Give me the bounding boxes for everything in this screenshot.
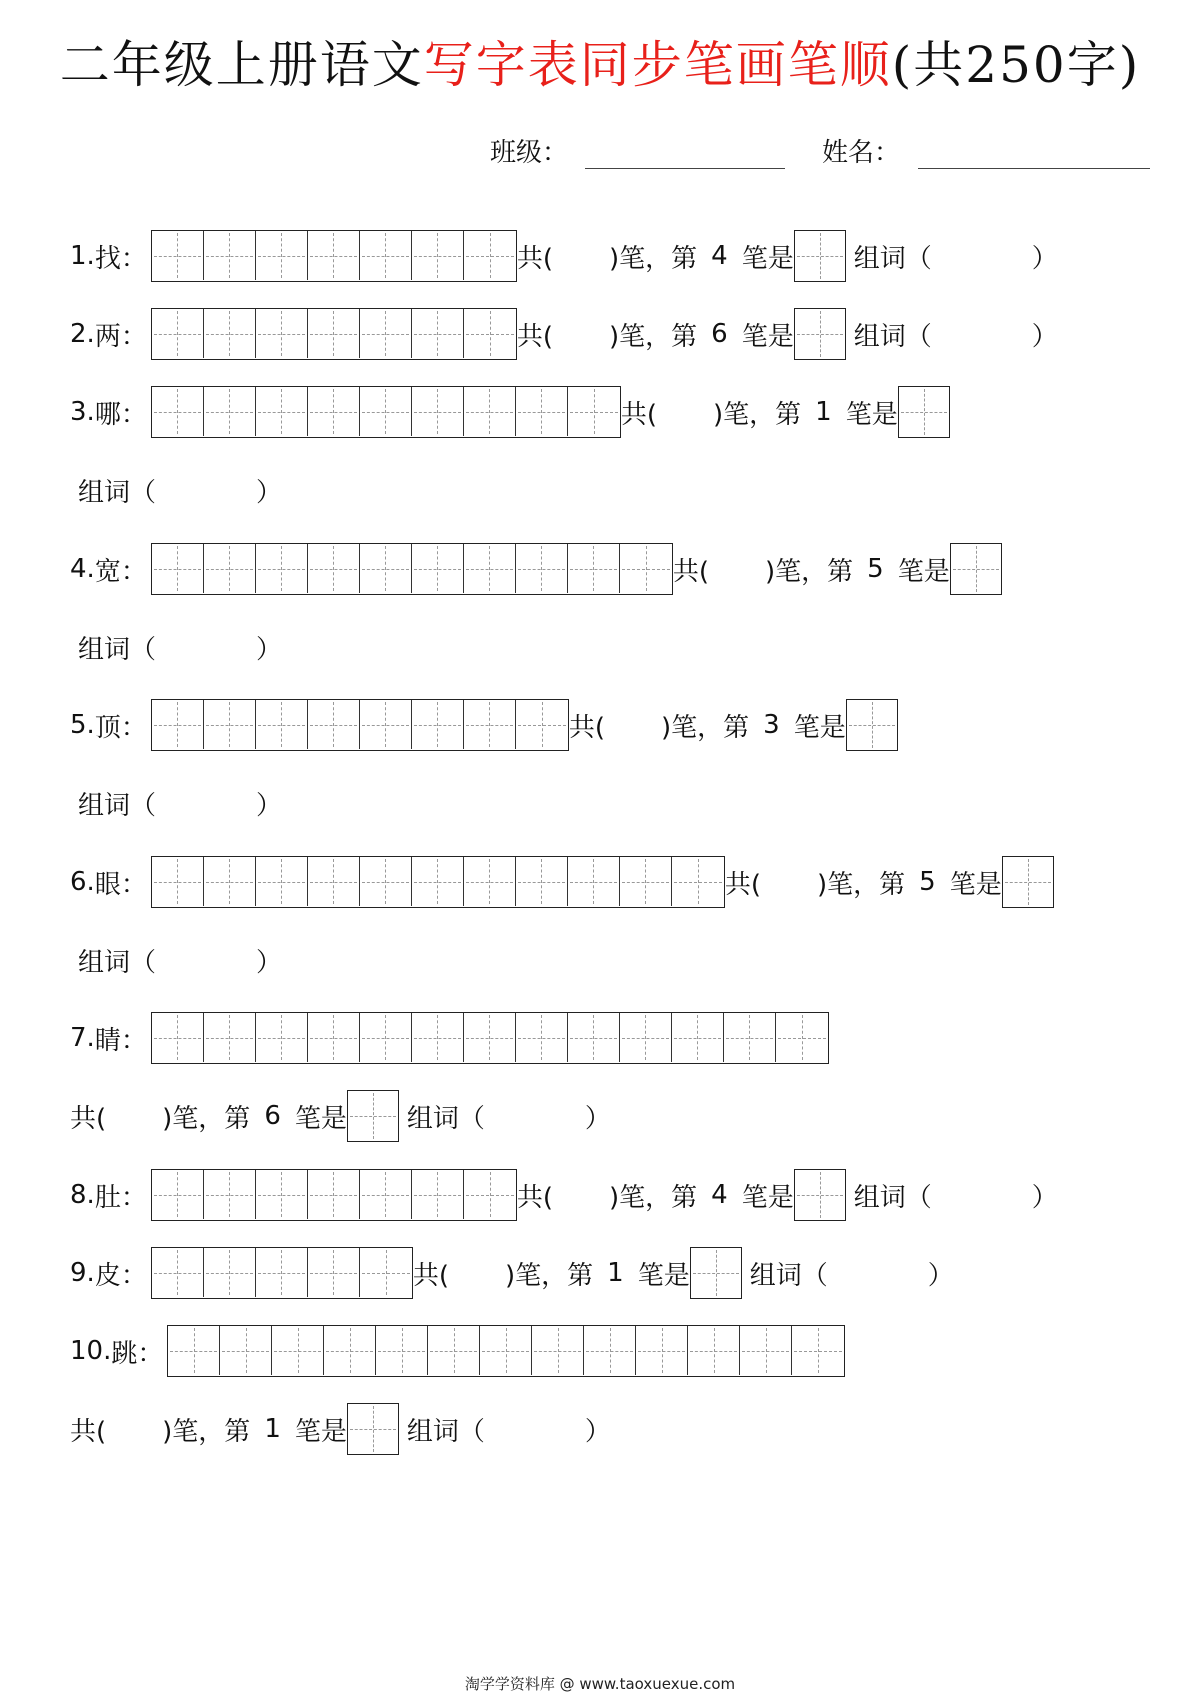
exercise-row-continued <box>70 619 282 675</box>
grid-cell[interactable] <box>204 309 256 358</box>
grid-cell[interactable] <box>464 1013 516 1062</box>
colon: ： <box>120 243 147 274</box>
grid-cell[interactable] <box>568 1013 620 1062</box>
stroke-order-grid <box>151 856 725 908</box>
title-tail: (共250字) <box>891 36 1141 94</box>
close-paren: ） <box>1031 321 1058 352</box>
stroke-order-grid <box>151 308 517 360</box>
grid-cell[interactable] <box>464 1170 516 1219</box>
stroke-answer-box[interactable] <box>347 1090 399 1142</box>
item-char: 皮 <box>94 1260 121 1291</box>
grid-cell[interactable] <box>516 1013 568 1062</box>
grid-cell[interactable] <box>412 309 464 358</box>
item-char: 眼 <box>94 869 121 900</box>
grid-cell[interactable] <box>256 1170 308 1219</box>
stroke-is-label: 笔是 <box>949 869 1002 900</box>
page-title <box>0 30 1200 100</box>
grid-cell[interactable] <box>464 387 516 436</box>
grid-cell[interactable] <box>620 544 672 593</box>
strokes-label: )笔，第 <box>661 712 750 743</box>
grid-cell[interactable] <box>412 544 464 593</box>
grid-cell[interactable] <box>152 387 204 436</box>
total-label: 共( <box>70 1103 107 1134</box>
stroke-answer-box[interactable] <box>794 1169 846 1221</box>
grid-cell[interactable] <box>792 1326 844 1375</box>
item-char: 找 <box>94 243 121 274</box>
exercise-row <box>70 1323 845 1379</box>
exercise-row-continued <box>70 932 282 988</box>
close-paren: ） <box>584 1103 611 1134</box>
total-label: 共( <box>724 869 761 900</box>
stroke-is-label: 笔是 <box>741 321 794 352</box>
grid-cell[interactable] <box>360 309 412 358</box>
grid-cell[interactable] <box>568 544 620 593</box>
grid-cell[interactable] <box>620 857 672 906</box>
strokes-label: )笔，第 <box>609 1182 698 1213</box>
title-red: 写字表同步笔画笔顺 <box>423 36 892 94</box>
strokes-label: )笔，第 <box>609 321 698 352</box>
item-char: 肚 <box>94 1182 121 1213</box>
grid-cell[interactable] <box>308 1170 360 1219</box>
item-number: 6. <box>70 867 95 897</box>
stroke-answer-box[interactable] <box>794 308 846 360</box>
grid-cell[interactable] <box>740 1326 792 1375</box>
strokes-label: )笔，第 <box>765 556 854 587</box>
total-label: 共( <box>516 243 553 274</box>
word-label: 组词（ <box>406 1103 485 1134</box>
grid-cell[interactable] <box>308 309 360 358</box>
word-label: 组词（ <box>853 321 932 352</box>
grid-cell[interactable] <box>636 1326 688 1375</box>
exercise-row <box>70 541 1002 597</box>
stroke-is-label: 笔是 <box>637 1260 690 1291</box>
strokes-label: )笔，第 <box>162 1416 251 1447</box>
grid-cell[interactable] <box>256 1013 308 1062</box>
grid-cell[interactable] <box>324 1326 376 1375</box>
class-label: 班级： <box>490 138 569 168</box>
stroke-is-label: 笔是 <box>897 556 950 587</box>
grid-cell[interactable] <box>256 857 308 906</box>
grid-cell[interactable] <box>412 857 464 906</box>
grid-cell[interactable] <box>584 1326 636 1375</box>
grid-cell[interactable] <box>464 700 516 749</box>
grid-cell[interactable] <box>516 857 568 906</box>
grid-cell[interactable] <box>516 387 568 436</box>
strokes-label: )笔，第 <box>505 1260 594 1291</box>
stroke-is-label: 笔是 <box>741 243 794 274</box>
grid-cell[interactable] <box>412 231 464 280</box>
stroke-is-label: 笔是 <box>741 1182 794 1213</box>
colon: ： <box>120 1025 147 1056</box>
item-number: 1. <box>70 241 95 271</box>
nth-stroke: 6 <box>711 319 728 349</box>
exercise-row <box>70 228 1058 284</box>
exercise-row <box>70 1010 829 1066</box>
word-label: 组词（ <box>78 634 157 665</box>
exercise-row-continued <box>70 1401 611 1457</box>
item-number: 3. <box>70 397 95 427</box>
grid-cell[interactable] <box>152 857 204 906</box>
strokes-label: )笔，第 <box>609 243 698 274</box>
class-field[interactable] <box>585 168 785 169</box>
grid-cell[interactable] <box>376 1326 428 1375</box>
grid-cell[interactable] <box>152 1248 204 1297</box>
total-label: 共( <box>516 1182 553 1213</box>
stroke-is-label: 笔是 <box>793 712 846 743</box>
word-label: 组词（ <box>406 1416 485 1447</box>
grid-cell[interactable] <box>776 1013 828 1062</box>
strokes-label: )笔，第 <box>713 399 802 430</box>
stroke-order-grid <box>151 230 517 282</box>
colon: ： <box>120 556 147 587</box>
grid-cell[interactable] <box>464 231 516 280</box>
nth-stroke: 4 <box>711 1180 728 1210</box>
grid-cell[interactable] <box>412 700 464 749</box>
item-number: 10. <box>70 1336 112 1366</box>
grid-cell[interactable] <box>480 1326 532 1375</box>
item-char: 哪 <box>94 399 121 430</box>
colon: ： <box>120 1182 147 1213</box>
stroke-answer-box[interactable] <box>898 386 950 438</box>
grid-cell[interactable] <box>688 1326 740 1375</box>
grid-cell[interactable] <box>168 1326 220 1375</box>
close-paren: ） <box>256 477 283 508</box>
grid-cell[interactable] <box>568 857 620 906</box>
item-char: 睛 <box>94 1025 121 1056</box>
colon: ： <box>120 712 147 743</box>
nth-stroke: 3 <box>763 710 780 740</box>
name-field[interactable] <box>918 168 1150 169</box>
grid-cell[interactable] <box>360 1170 412 1219</box>
grid-cell[interactable] <box>256 387 308 436</box>
close-paren: ） <box>584 1416 611 1447</box>
grid-cell[interactable] <box>308 1248 360 1297</box>
stroke-is-label: 笔是 <box>294 1103 347 1134</box>
item-number: 9. <box>70 1258 95 1288</box>
word-label: 组词（ <box>78 790 157 821</box>
grid-cell[interactable] <box>532 1326 584 1375</box>
grid-cell[interactable] <box>152 544 204 593</box>
item-char: 两 <box>94 321 121 352</box>
grid-cell[interactable] <box>204 700 256 749</box>
grid-cell[interactable] <box>204 1248 256 1297</box>
grid-cell[interactable] <box>360 1013 412 1062</box>
item-number: 4. <box>70 554 95 584</box>
grid-cell[interactable] <box>204 544 256 593</box>
nth-stroke: 5 <box>919 867 936 897</box>
stroke-order-grid <box>151 699 569 751</box>
nth-stroke: 4 <box>711 241 728 271</box>
grid-cell[interactable] <box>360 1248 412 1297</box>
grid-cell[interactable] <box>152 1170 204 1219</box>
colon: ： <box>137 1338 164 1369</box>
grid-cell[interactable] <box>516 544 568 593</box>
grid-cell[interactable] <box>672 857 724 906</box>
item-number: 5. <box>70 710 95 740</box>
item-number: 7. <box>70 1023 95 1053</box>
stroke-answer-box[interactable] <box>347 1403 399 1455</box>
stroke-is-label: 笔是 <box>845 399 898 430</box>
colon: ： <box>120 321 147 352</box>
grid-cell[interactable] <box>256 700 308 749</box>
grid-cell[interactable] <box>152 231 204 280</box>
title-black: 二年级上册语文 <box>59 36 424 94</box>
close-paren: ） <box>256 947 283 978</box>
item-char: 顶 <box>94 712 121 743</box>
grid-cell[interactable] <box>568 387 620 436</box>
exercise-row-continued <box>70 462 282 518</box>
grid-cell[interactable] <box>464 544 516 593</box>
grid-cell[interactable] <box>204 857 256 906</box>
grid-cell[interactable] <box>412 387 464 436</box>
close-paren: ） <box>927 1260 954 1291</box>
grid-cell[interactable] <box>412 1013 464 1062</box>
grid-cell[interactable] <box>360 857 412 906</box>
close-paren: ） <box>256 790 283 821</box>
grid-cell[interactable] <box>204 231 256 280</box>
colon: ： <box>120 1260 147 1291</box>
grid-cell[interactable] <box>360 387 412 436</box>
nth-stroke: 6 <box>264 1101 281 1131</box>
name-label: 姓名： <box>822 138 901 168</box>
word-label: 组词（ <box>749 1260 828 1291</box>
total-label: 共( <box>516 321 553 352</box>
word-label: 组词（ <box>853 1182 932 1213</box>
close-paren: ） <box>1031 1182 1058 1213</box>
exercise-row <box>70 697 898 753</box>
word-label: 组词（ <box>78 477 157 508</box>
stroke-order-grid <box>151 386 621 438</box>
strokes-label: )笔，第 <box>817 869 906 900</box>
strokes-label: )笔，第 <box>162 1103 251 1134</box>
grid-cell[interactable] <box>308 231 360 280</box>
nth-stroke: 5 <box>867 554 884 584</box>
exercise-row <box>70 854 1054 910</box>
grid-cell[interactable] <box>360 700 412 749</box>
grid-cell[interactable] <box>272 1326 324 1375</box>
total-label: 共( <box>568 712 605 743</box>
grid-cell[interactable] <box>308 1013 360 1062</box>
total-label: 共( <box>672 556 709 587</box>
stroke-answer-box[interactable] <box>846 699 898 751</box>
grid-cell[interactable] <box>256 309 308 358</box>
grid-cell[interactable] <box>152 700 204 749</box>
exercise-row <box>70 1167 1058 1223</box>
item-number: 8. <box>70 1180 95 1210</box>
stroke-order-grid <box>167 1325 845 1377</box>
grid-cell[interactable] <box>724 1013 776 1062</box>
grid-cell[interactable] <box>428 1326 480 1375</box>
stroke-answer-box[interactable] <box>794 230 846 282</box>
grid-cell[interactable] <box>204 387 256 436</box>
grid-cell[interactable] <box>308 387 360 436</box>
grid-cell[interactable] <box>152 309 204 358</box>
exercise-row-continued <box>70 775 282 831</box>
grid-cell[interactable] <box>308 700 360 749</box>
nth-stroke: 1 <box>607 1258 624 1288</box>
item-number: 2. <box>70 319 95 349</box>
exercise-row <box>70 1245 954 1301</box>
grid-cell[interactable] <box>308 544 360 593</box>
grid-cell[interactable] <box>464 857 516 906</box>
total-label: 共( <box>70 1416 107 1447</box>
grid-cell[interactable] <box>672 1013 724 1062</box>
grid-cell[interactable] <box>308 857 360 906</box>
grid-cell[interactable] <box>256 231 308 280</box>
grid-cell[interactable] <box>204 1013 256 1062</box>
stroke-order-grid <box>151 1169 517 1221</box>
close-paren: ） <box>1031 243 1058 274</box>
stroke-order-grid <box>151 1247 413 1299</box>
exercise-row <box>70 384 950 440</box>
colon: ： <box>120 869 147 900</box>
item-char: 宽 <box>94 556 121 587</box>
stroke-is-label: 笔是 <box>294 1416 347 1447</box>
item-char: 跳 <box>111 1338 138 1369</box>
grid-cell[interactable] <box>516 700 568 749</box>
grid-cell[interactable] <box>256 1248 308 1297</box>
nth-stroke: 1 <box>264 1414 281 1444</box>
total-label: 共( <box>620 399 657 430</box>
grid-cell[interactable] <box>204 1170 256 1219</box>
stroke-answer-box[interactable] <box>1002 856 1054 908</box>
colon: ： <box>120 399 147 430</box>
grid-cell[interactable] <box>360 544 412 593</box>
total-label: 共( <box>412 1260 449 1291</box>
nth-stroke: 1 <box>815 397 832 427</box>
grid-cell[interactable] <box>620 1013 672 1062</box>
stroke-answer-box[interactable] <box>950 543 1002 595</box>
footer-text: 淘学学资料库 @ www.taoxuexue.com <box>464 1675 736 1693</box>
word-label: 组词（ <box>853 243 932 274</box>
word-label: 组词（ <box>78 947 157 978</box>
stroke-order-grid <box>151 1012 829 1064</box>
grid-cell[interactable] <box>412 1170 464 1219</box>
exercise-row-continued <box>70 1088 611 1144</box>
grid-cell[interactable] <box>464 309 516 358</box>
grid-cell[interactable] <box>256 544 308 593</box>
exercise-row <box>70 306 1058 362</box>
stroke-answer-box[interactable] <box>690 1247 742 1299</box>
grid-cell[interactable] <box>360 231 412 280</box>
stroke-order-grid <box>151 543 673 595</box>
grid-cell[interactable] <box>152 1013 204 1062</box>
grid-cell[interactable] <box>220 1326 272 1375</box>
close-paren: ） <box>256 634 283 665</box>
